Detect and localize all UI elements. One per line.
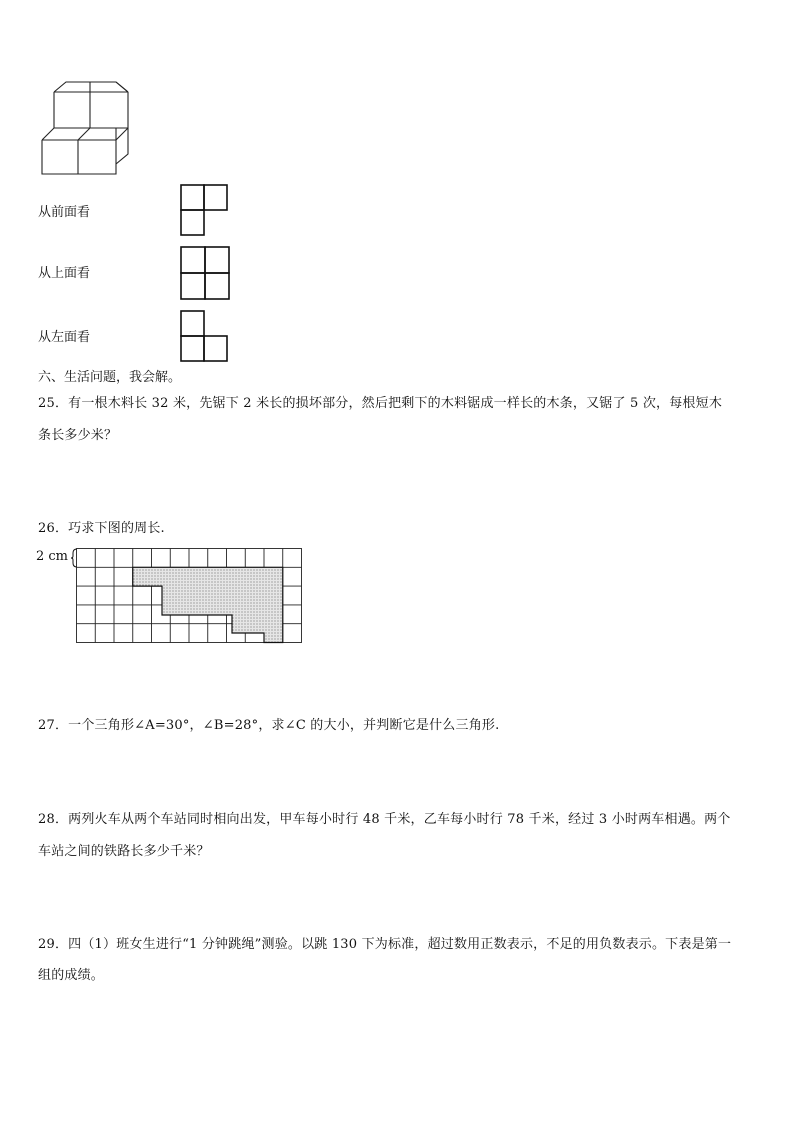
q29-line1: 29．四（1）班女生进行“1 分钟跳绳”测验。以跳 130 下为标准，超过数用正数表示，不足的用负数表示。下表是第一 bbox=[38, 937, 732, 952]
q26-line1: 26．巧求下图的周长. bbox=[38, 521, 165, 536]
q28-line2: 车站之间的铁路长多少千米？ bbox=[38, 844, 210, 859]
q27-line1: 27．一个三角形∠A=30°，∠B=28°，求∠C 的大小，并判断它是什么三角形. bbox=[38, 718, 500, 733]
front-view-figure bbox=[180, 184, 230, 236]
view-label-left: 从左面看 bbox=[38, 330, 91, 345]
section-title: 六、生活问题，我会解。 bbox=[38, 370, 182, 385]
view-label-front: 从前面看 bbox=[38, 205, 91, 220]
cube-solid-figure bbox=[38, 80, 138, 174]
left-view-figure bbox=[180, 310, 230, 362]
q25-line1: 25．有一根木料长 32 米，先锯下 2 米长的损坏部分，然后把剩下的木料锯成一样长的木条，又锯了 5 次，每根短木 bbox=[38, 396, 723, 411]
view-label-top: 从上面看 bbox=[38, 266, 91, 281]
top-view-figure bbox=[180, 246, 232, 300]
perimeter-grid-figure bbox=[76, 548, 304, 644]
q28-line1: 28．两列火车从两个车站同时相向出发，甲车每小时行 48 千米，乙车每小时行 78 千米，经过 3 小时两车相遇。两个 bbox=[38, 812, 731, 827]
q29-line2: 组的成绩。 bbox=[38, 968, 105, 983]
q25-line2: 条长多少米？ bbox=[38, 428, 118, 443]
grid-scale-label: 2 cm bbox=[36, 549, 69, 564]
